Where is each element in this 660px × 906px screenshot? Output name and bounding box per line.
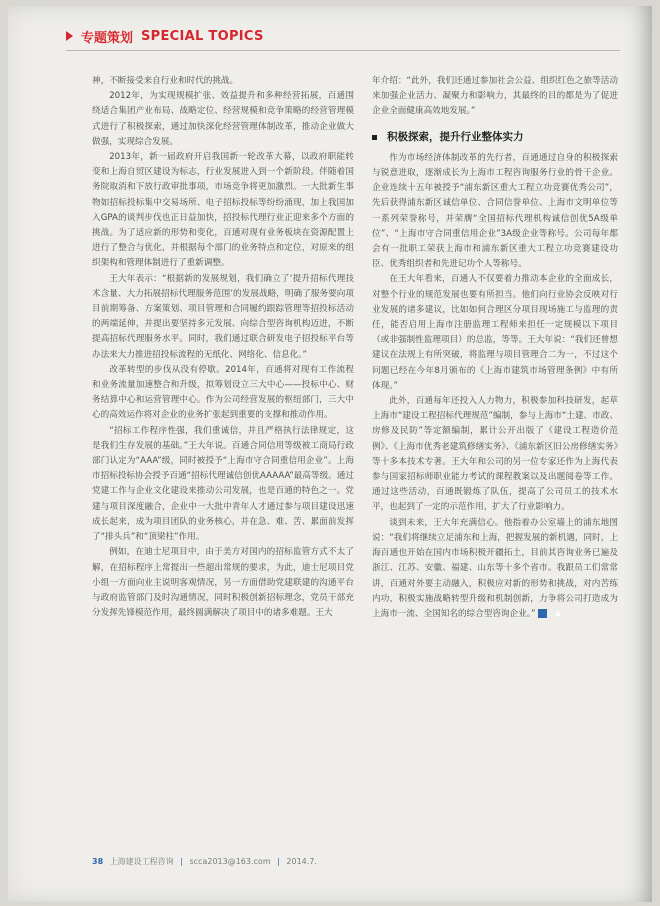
right-column-body [372, 151, 618, 622]
section-heading-text: 积极探索，提升行业整体实力 [387, 130, 524, 143]
paragraph: 例如，在迪士尼项目中，由于美方对国内的招标监管方式不太了解，在招标程序上常提出一些超出常规的要求，为此，迪士尼项目党小组一方面向业主说明客观情况，另一方面借助党建联建的沟通平台与政府监管部门及时沟通情况，同时积极创新招标理念，党员干部充分发挥先锋模范作用，最终圆满解决了项目中的诸多难题。王大 [92, 547, 354, 619]
paragraph: 在王大年看来，百通人不仅要着力推动本企业的全面成长，对整个行业的规范发展也要有所担当。他们向行业协会反映对行业发展的诸多建议，比如如何合理区分项目现场施工与监理的责任，能否启用上海市注册监理工程师来担任一定规模以下项目（或非强制性监理项目）的总监，等等。王大年说：“我们还曾想建议在法规上有所突破，将监理与项目管理合二为一，不过这个问题已经在今年8月颁布的《上海市建筑市场管理条例》中有所体现。” [372, 274, 618, 391]
footer-issue: 2014.7. [286, 857, 317, 866]
end-mark-icon: ▲ [538, 609, 547, 618]
left-column [92, 74, 354, 621]
magazine-name: 上海建设工程咨询 [109, 857, 174, 866]
paragraph: 王大年表示：“根据新的发展规划，我们确立了‘提升招标代理技术含量、大力拓展招标代理服务范围’的发展战略，明确了服务要向项目前期筹备、方案策划、项目管理和合同履约跟踪管理等招投标活动的两端延伸，并提出要坚持多元发展、向综合型咨询机构迈进，不断提高招标代理服务水平。同时，我们通过联合研发电子招投标平台等办法来大力推进招投标流程的无纸化、网络化、信息化。” [92, 273, 354, 360]
paragraph: 2013年，新一届政府开启我国新一轮改革大幕，以政府职能转变和上海自贸区建设为标志，行业发展进入到一个新阶段。伴随着国务院取消和下放行政审批事项，市场竞争将更加激烈。一大批新生事物如招标投标集中交易场所、电子招标投标等纷纷涌现，加上我国加入GPA的谈判步伐也正日益加快，招投标代理行业正迎来多个方面的挑战。为了适应新的形势和变化，百通对现有业务板块在资源配置上进行了整合与优化，并根据每个部门的业务特点和定位，对原来的组织架构和管理体制进行了重新调整。 [92, 152, 354, 269]
section-title-zh: 专题策划 [81, 30, 134, 46]
footer-email: scca2013@163.com [189, 857, 271, 866]
paragraph: 改革转型的步伐从没有停歇。2014年，百通将对现有工作流程和业务流量加速整合和升级，拟筹划设立三大中心——投标中心、财务结算中心和运营管理中心。作为公司经营发展的枢纽部门，三大中心的高效运作将对企业的业务扩张起到重要的支撑和推动作用。 [92, 364, 354, 421]
right-column [372, 74, 618, 622]
paragraph: 神，不断接受来自行业和时代的挑战。 [92, 76, 239, 86]
paragraph: 2012年，为实现规模扩张、效益提升和多种经营拓展，百通围绕适合集团产业布局、战略定位、经营规模和竞争策略的经营管理模式进行了积极探索，通过加快深化经营管理体制改革，推动企业做大做强，实现综合发展。 [92, 91, 354, 147]
paragraph: 此外，百通每年还投入人力物力，积极参加科技研发，起草上海市“建设工程招标代理规范”编制，参与上海市“土建、市政、房修及民防”等定额编制，累计公开出版了《建设工程造价范例》、《上海市优秀老建筑修缮实务》、《浦东新区旧公房修缮实务》等十多本技术专著。王大年和公司的另一位专家还作为上海代表参与国家招标师职业能力考试的课程教案以及出题阅卷等工作。通过这些活动，百通既锻炼了队伍，提高了公司员工的技术水平，也起到了一定的示范作用，扩大了行业影响力。 [372, 396, 618, 513]
heading-bullet-icon [372, 135, 377, 140]
section-header [66, 26, 264, 46]
paragraph: 谈到未来，王大年充满信心。他指着办公室墙上的浦东地图说：“我们将继续立足浦东和上海，把握发展的新机遇，同时，上海百通也开始在国内市场积极开疆拓土，目前其咨询业务已遍及浙江、江苏、安徽、福建、山东等十多个省市。我跟员工们常常讲，百通对外要主动融入，积极应对新的形势和挑战，对内苦练内功，积极实施战略转型升级和机制创新，力争将公司打造成为上海市一流、全国知名的综合型咨询企业。” ▲ [372, 517, 618, 619]
paragraph: 年介绍：“此外，我们还通过参加社会公益、组织红色之旅等活动来加强企业活力、凝聚力和影响力，其最终的目的都是为了促进企业全面健康高效地发展。” [372, 76, 618, 117]
right-column-intro [372, 74, 618, 120]
page-footer [92, 856, 317, 867]
paragraph: “招标工作程序性强，我们重诚信，并且严格执行法律规定，这是我们生存发展的基础。”王大年说。百通合同信用等级被工商局行政部门认定为“AAA”级，同时被授予“上海市守合同重信用企业”。上海市招标投标协会授予百通“招标代理诚信创优AAAAA”最高等级。通过党建工作与企业文化建设来推动公司发展，也是百通的特色之一。党建与项目深度融合，企业中一大批中青年人才通过参与项目建设迅速成长起来，成为项目团队的业务核心，并在急、难、苦、累面前发挥了“排头兵”和“顶梁柱”作用。 [92, 425, 354, 543]
header-arrow-icon [66, 31, 73, 41]
section-heading [372, 130, 618, 145]
header-divider [66, 50, 620, 51]
footer-separator: | [277, 857, 280, 866]
page-number: 38 [92, 857, 104, 866]
paragraph: 作为市场经济体制改革的先行者，百通通过自身的积极探索与锐意进取，逐渐成长为上海市工程咨询服务行业的骨干企业。企业连续十五年被授予“浦东新区重大工程立功竞赛优秀公司”，先后获得浦东新区诚信单位、合同信誉单位、上海市文明单位等一系列荣誉称号，并荣膺“全国招标代理机构诚信创优5A级单位”、“上海市守合同重信用企业”3A级企业等称号。公司每年都会有一批职工荣获上海市和浦东新区重大工程立功竞赛建设功臣、优秀组织者和先进记功个人等称号。 [372, 152, 618, 270]
magazine-page [8, 6, 652, 902]
section-title-en: SPECIAL TOPICS [141, 28, 264, 44]
footer-separator: | [180, 857, 183, 866]
